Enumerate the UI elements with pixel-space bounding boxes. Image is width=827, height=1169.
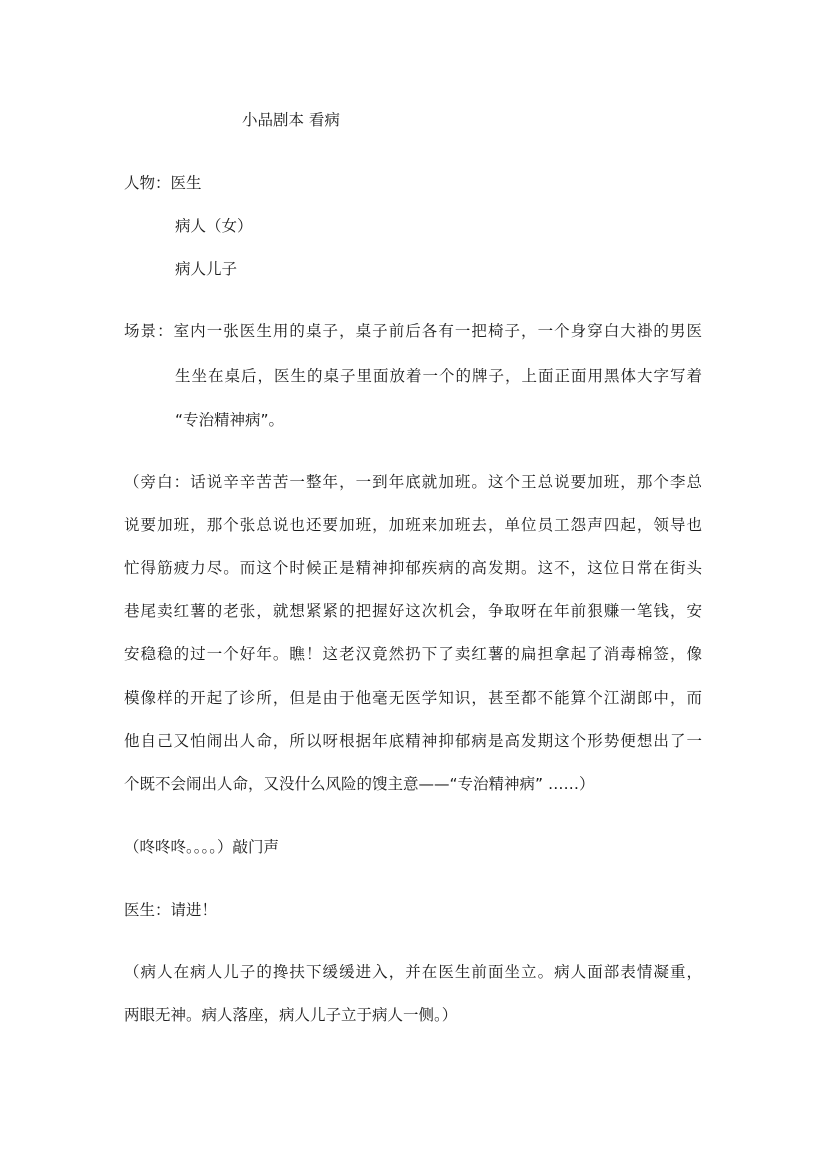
- character-item: 病人儿子: [175, 260, 238, 278]
- narration-line: 他自己又怕闹出人命，所以呀根据年底精神抑郁病是高发期这个形势便想出了一: [124, 732, 702, 750]
- character-item: 医生: [170, 174, 202, 192]
- knock-sound-line: （咚咚咚。。。。）敲门声: [124, 838, 280, 856]
- characters-line: [124, 173, 202, 193]
- scene-line: 场景：室内一张医生用的桌子，桌子前后各有一把椅子，一个身穿白大褂的男医: [124, 322, 702, 340]
- stage-direction-line: 两眼无神。病人落座，病人儿子立于病人一侧。）: [124, 1006, 458, 1024]
- narration-line: 安稳稳的过一个好年。瞧！这老汉竟然扔下了卖红薯的扁担拿起了消毒棉签，像: [124, 645, 702, 663]
- doctor-dialogue: 医生：请进！: [124, 901, 218, 919]
- characters-label: 人物：: [124, 174, 171, 192]
- narration-line: 说要加班，那个张总说也还要加班，加班来加班去，单位员工怨声四起，领导也: [124, 516, 702, 534]
- narration-line: （旁白：话说辛辛苦苦一整年，一到年底就加班。这个王总说要加班，那个李总: [124, 473, 702, 491]
- character-item: 病人（女）: [175, 217, 253, 235]
- narration-line: 忙得筋疲力尽。而这个时候正是精神抑郁疾病的高发期。这不，这位日常在街头: [124, 559, 702, 577]
- scene-line: 生坐在桌后，医生的桌子里面放着一个的牌子，上面正面用黑体大字写着: [175, 367, 702, 385]
- narration-line: 模像样的开起了诊所，但是由于他毫无医学知识，甚至都不能算个江湖郎中，而: [124, 689, 702, 707]
- scene-line: “专治精神病”。: [175, 411, 285, 429]
- narration-line: 个既不会闹出人命，又没什么风险的馊主意——“专治精神病” ……）: [124, 775, 595, 793]
- script-title: 小品剧本 看病: [242, 111, 340, 129]
- narration-line: 巷尾卖红薯的老张，就想紧紧的把握好这次机会，争取呀在年前狠赚一笔钱，安: [124, 602, 702, 620]
- stage-direction-line: （病人在病人儿子的搀扶下缓缓进入，并在医生前面坐立。病人面部表情凝重，: [124, 963, 702, 981]
